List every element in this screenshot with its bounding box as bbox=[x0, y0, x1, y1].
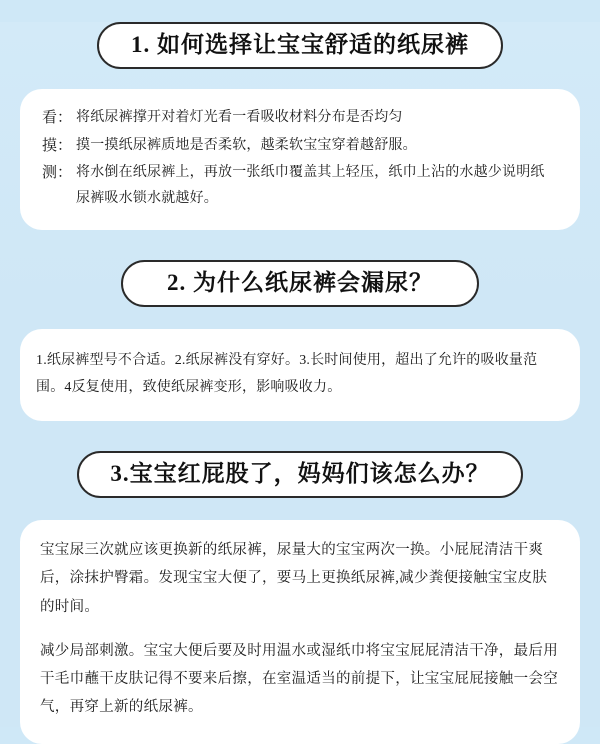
section-3-paragraph: 宝宝尿三次就应该更换新的纸尿裤，尿量大的宝宝两次一换。小屁屁清洁干爽后，涂抹护臀霜。发现宝宝大便了，要马上更换纸尿裤,减少粪便接触宝宝皮肤的时间。 bbox=[40, 542, 548, 615]
section-3-heading: 3.宝宝红屁股了，妈妈们该怎么办？ bbox=[77, 451, 523, 498]
tip-label: 看： bbox=[42, 109, 73, 126]
section-1-card bbox=[20, 89, 580, 230]
section-3-paragraph: 减少局部刺激。宝宝大便后要及时用温水或湿纸巾将宝宝屁屁清洁干净，最后用干毛巾蘸干皮肤记得不要来后擦，在室温适当的前提下，让宝宝屁屁接触一会空气，再穿上新的纸尿裤。 bbox=[40, 642, 558, 716]
tip-row bbox=[42, 160, 558, 212]
tip-text: 将水倒在纸尿裤上，再放一张纸巾覆盖其上轻压，纸巾上沾的水越少说明纸尿裤吸水锁水就越好。 bbox=[76, 165, 545, 207]
tip-label: 测： bbox=[42, 165, 73, 182]
article-page bbox=[0, 22, 600, 727]
tip-row bbox=[42, 133, 558, 161]
section-2-paragraph: 1.纸尿裤型号不合适。2.纸尿裤没有穿好。3.长时间使用，超出了允许的吸收量范围。4反复使用，致使纸尿裤变形，影响吸收力。 bbox=[36, 352, 538, 396]
tip-row bbox=[42, 105, 558, 133]
section-1-heading: 1. 如何选择让宝宝舒适的纸尿裤 bbox=[97, 22, 503, 69]
section-2-heading: 2. 为什么纸尿裤会漏尿？ bbox=[121, 260, 479, 307]
tip-text: 将纸尿裤撑开对着灯光看一看吸收材料分布是否均匀 bbox=[76, 109, 403, 125]
tip-label: 摸： bbox=[42, 137, 73, 154]
section-2-card bbox=[20, 329, 580, 422]
section-3-card bbox=[20, 520, 580, 744]
tip-text: 摸一摸纸尿裤质地是否柔软，越柔软宝宝穿着越舒服。 bbox=[76, 137, 417, 153]
